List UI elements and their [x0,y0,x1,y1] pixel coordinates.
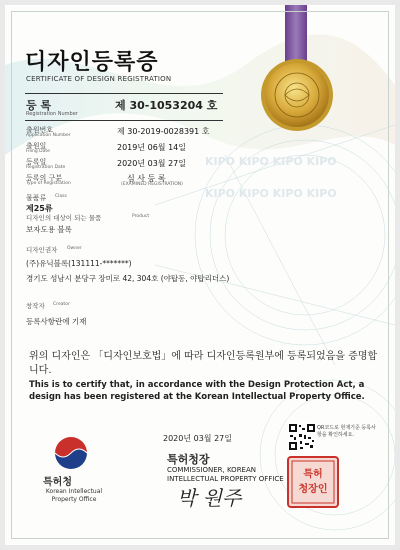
registration-number: 제 30-1053204 호 [115,99,218,112]
registration-label: 등 록 [26,99,52,112]
filing-date: 2019년 06월 14일 [117,143,186,152]
commissioner-signature [175,483,255,513]
owner-label: 디자인권자 [26,246,58,254]
certificate-title: 디자인등록증 [25,50,159,75]
divider [25,93,223,94]
class-value: 제25류 [26,204,53,213]
certificate-sheet [5,5,395,545]
field-label: 등록일 [26,158,47,166]
divider [25,120,223,121]
svg-text:KIPO KIPO KIPO KIPO: KIPO KIPO KIPO KIPO [205,155,337,168]
svg-text:특허: 특허 [303,469,323,480]
registration-type: 심 사 등 록 [127,174,166,183]
owner-label-en: Owner [67,246,82,251]
field-label-en: Filing Date [26,149,50,154]
svg-text:박 원주: 박 원주 [177,486,242,510]
svg-text:KIPO KIPO KIPO KIPO: KIPO KIPO KIPO KIPO [205,187,337,200]
owner-name: (주)유닉블록(131111-*******) [26,259,132,268]
qr-code[interactable] [288,423,316,451]
class-label: 물품류 [26,194,47,202]
kipo-name-en: Korean Intellectual Property Office [45,488,103,503]
field-label: 등록의 구분 [26,174,63,182]
field-label-en: Type of Registration [26,181,71,186]
creator-label: 창작자 [26,302,45,310]
field-label: 출원일 [26,142,47,150]
kipo-name-ko: 특허청 [43,477,72,488]
qr-note: QR코드로 현재기준 등록사항을 확인하세요. [317,425,376,438]
certificate-subtitle: CERTIFICATE OF DESIGN REGISTRATION [26,75,172,83]
certification-text-ko: 위의 디자인은 「디자인보호법」에 따라 디자인등록원부에 등록되었음을 증명합니다. [29,351,378,376]
commissioner-title-en: COMMISSIONER, KOREAN INTELLECTUAL PROPERTY OFFICE [167,466,284,483]
product-label-en: Product [132,214,150,219]
kipo-taegeuk-logo [51,433,91,471]
creator-value: 등록사항란에 기재 [26,317,87,326]
registration-date: 2020년 03월 27일 [117,159,186,168]
svg-text:청장인: 청장인 [298,484,328,495]
commissioner-title-ko: 특허청장 [167,453,210,466]
owner-address: 경기도 성남시 분당구 장미로 42, 304호 (야탑동, 야탑리더스) [26,274,230,283]
certification-text-en: This is to certify that, in accordance with the Design Protection Act, a design has been registered at the Korean Intellectual Property Office. [29,380,365,402]
product-label: 디자인의 대상이 되는 물품 [26,214,102,222]
creator-label-en: Creator [53,302,70,307]
official-stamp [286,455,340,509]
field-label: 출원번호 [26,126,54,134]
issue-date: 2020년 03월 27일 [163,434,232,443]
field-label-en: Application Number [26,133,71,138]
application-number: 제 30-2019-0028391 호 [117,127,210,136]
registration-type-en: (EXAMINED REGISTRATION) [121,182,183,187]
class-label-en: Class [55,194,67,199]
product-value: 보자도용 블록 [26,225,72,234]
registration-label-en: Registration Number [26,111,78,117]
field-label-en: Registration Date [26,165,66,170]
